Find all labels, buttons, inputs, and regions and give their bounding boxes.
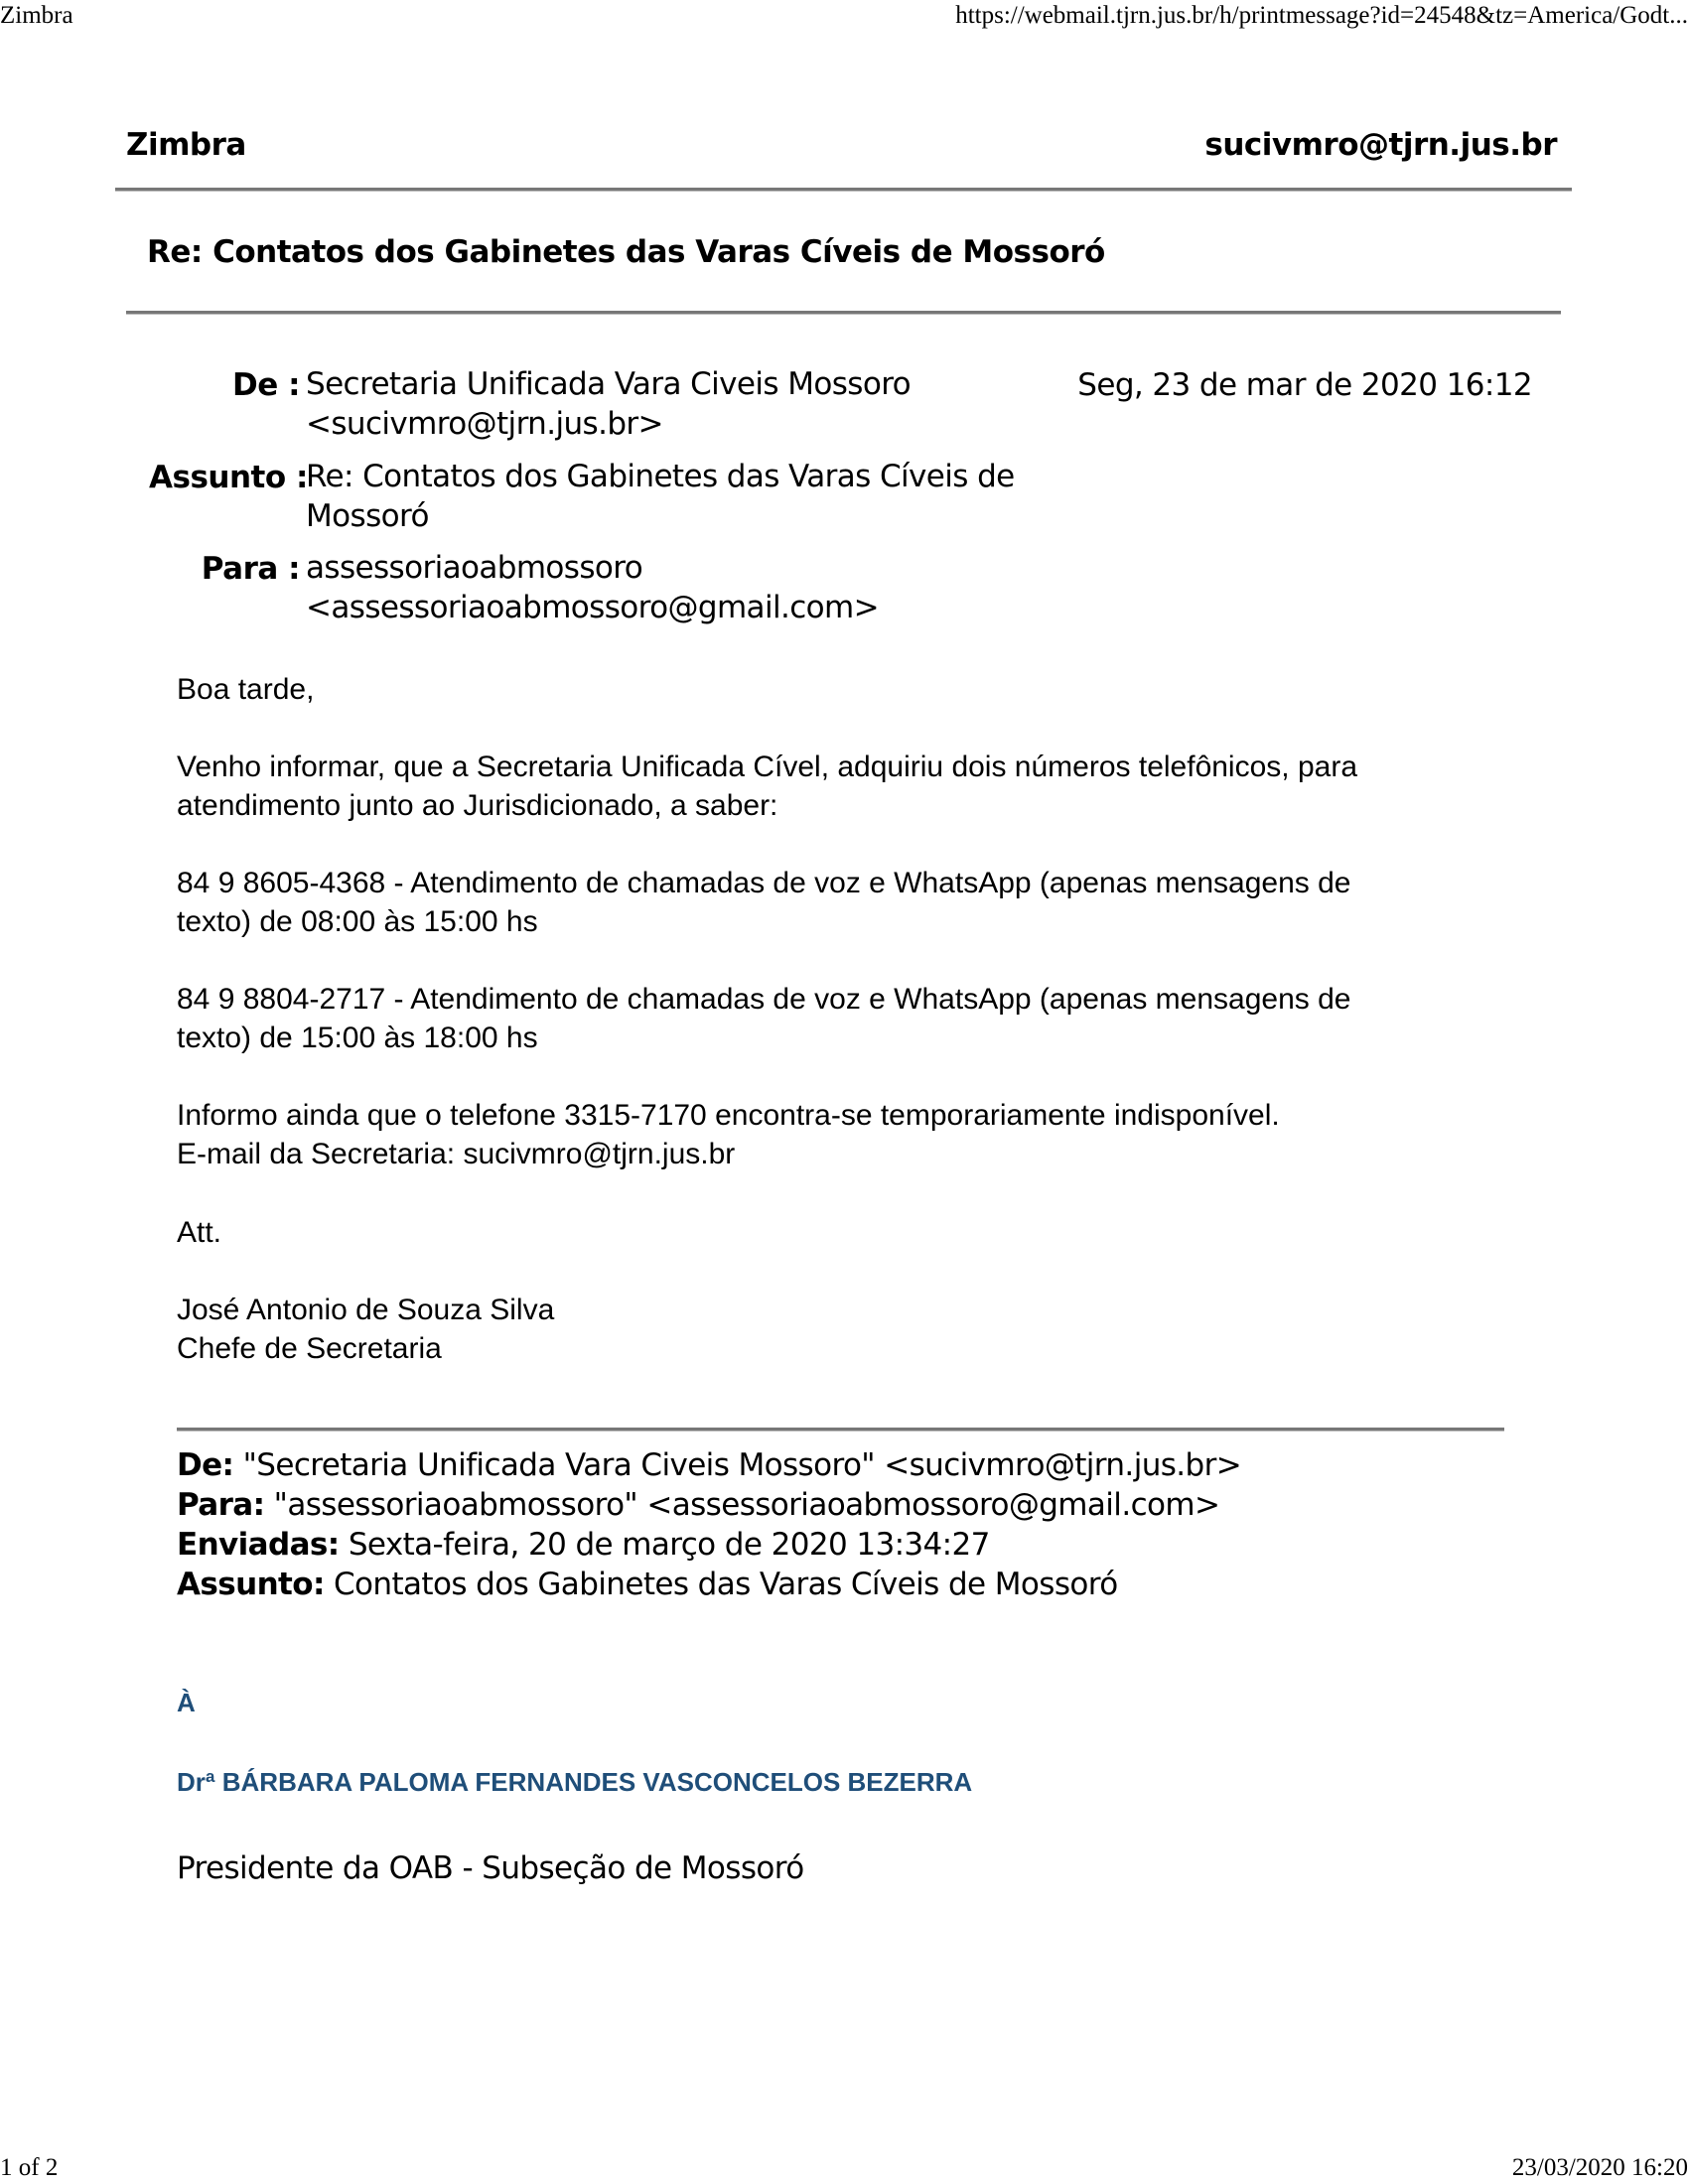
- info-line: E-mail da Secretaria: sucivmro@tjrn.jus.br: [177, 1138, 736, 1170]
- from-label: De :: [232, 367, 300, 403]
- header-divider: [115, 188, 1572, 192]
- body-signature: [177, 1291, 554, 1368]
- subject-label: Assunto :: [149, 460, 308, 495]
- from-email: <sucivmro@tjrn.jus.br>: [306, 406, 663, 442]
- title-divider: [126, 311, 1561, 315]
- to-name: assessoriaoabmossoro: [306, 550, 643, 586]
- quoted-sent-value: Sexta-feira, 20 de março de 2020 13:34:27: [339, 1527, 990, 1563]
- quoted-to: [177, 1485, 1219, 1525]
- phone-2-line: texto) de 15:00 às 18:00 hs: [177, 1022, 538, 1054]
- to-label: Para :: [201, 551, 300, 587]
- body-intro-line: Venho informar, que a Secretaria Unificada Cível, adquiriu dois números telefônicos, para: [177, 751, 1357, 783]
- quoted-from-value: "Secretaria Unificada Vara Civeis Mossoro" <sucivmro@tjrn.jus.br>: [233, 1447, 1242, 1483]
- body-intro: [177, 748, 1357, 825]
- print-footer-datetime: 23/03/2020 16:20: [1511, 2154, 1688, 2181]
- phone-1-line: 84 9 8605-4368 - Atendimento de chamadas de voz e WhatsApp (apenas mensagens de: [177, 867, 1351, 899]
- info-line: Informo ainda que o telefone 3315-7170 encontra-se temporariamente indisponível.: [177, 1099, 1280, 1132]
- print-header-title: Zimbra: [0, 2, 73, 29]
- to-email: <assessoriaoabmossoro@gmail.com>: [306, 590, 880, 625]
- message-date: Seg, 23 de mar de 2020 16:12: [1077, 367, 1532, 403]
- subject-line-1: Re: Contatos dos Gabinetes das Varas Cíveis de: [306, 459, 1015, 494]
- quote-divider: [177, 1428, 1504, 1432]
- subject-line-2: Mossoró: [306, 498, 429, 534]
- print-header-url: https://webmail.tjrn.jus.br/h/printmessage?id=24548&tz=America/Godt...: [955, 2, 1688, 29]
- addressee-title: Presidente da OAB - Subseção de Mossoró: [177, 1850, 804, 1886]
- phone-1-line: texto) de 08:00 às 15:00 hs: [177, 905, 538, 938]
- body-phone-2: [177, 980, 1350, 1057]
- to-value: [306, 548, 879, 627]
- signature-role: Chefe de Secretaria: [177, 1332, 442, 1365]
- quoted-subject-value: Contatos dos Gabinetes das Varas Cíveis de Mossoró: [324, 1567, 1118, 1602]
- body-greeting: Boa tarde,: [177, 673, 315, 706]
- body-intro-line: atendimento junto ao Jurisdicionado, a saber:: [177, 789, 778, 822]
- subject-value: [306, 457, 1015, 536]
- body-phone-1: [177, 864, 1350, 941]
- message-subject-title: Re: Contatos dos Gabinetes das Varas Cíveis de Mossoró: [147, 234, 1105, 270]
- from-value: [306, 364, 911, 444]
- quoted-subject: [177, 1565, 1118, 1604]
- body-closing: Att.: [177, 1216, 222, 1249]
- quoted-from-label: De:: [177, 1447, 234, 1483]
- body-info: [177, 1096, 1280, 1173]
- quoted-to-label: Para:: [177, 1487, 265, 1523]
- addressee-prefix: À: [177, 1688, 196, 1717]
- quoted-from: [177, 1445, 1241, 1485]
- account-email: sucivmro@tjrn.jus.br: [1204, 127, 1557, 163]
- quoted-sent: [177, 1525, 990, 1565]
- quoted-subject-label: Assunto:: [177, 1567, 325, 1602]
- phone-2-line: 84 9 8804-2717 - Atendimento de chamadas de voz e WhatsApp (apenas mensagens de: [177, 983, 1351, 1016]
- signature-name: José Antonio de Souza Silva: [177, 1294, 555, 1326]
- app-name: Zimbra: [126, 127, 246, 163]
- from-name: Secretaria Unificada Vara Civeis Mossoro: [306, 366, 912, 402]
- print-footer-page: 1 of 2: [0, 2154, 59, 2181]
- quoted-to-value: "assessoriaoabmossoro" <assessoriaoabmossoro@gmail.com>: [264, 1487, 1220, 1523]
- quoted-sent-label: Enviadas:: [177, 1527, 340, 1563]
- addressee-name: Drª BÁRBARA PALOMA FERNANDES VASCONCELOS BEZERRA: [177, 1767, 973, 1797]
